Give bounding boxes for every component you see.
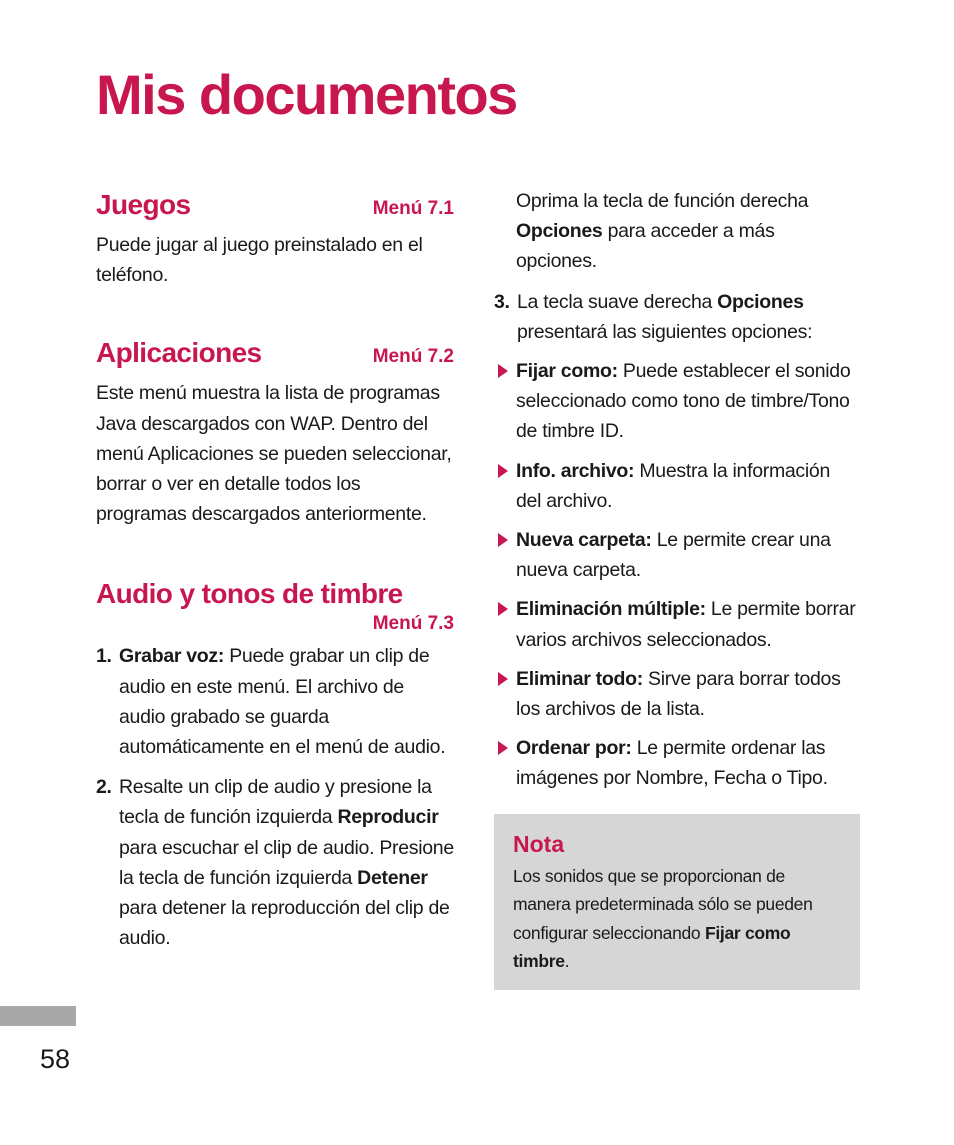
item-text: Puede grabar un clip de audio en este menú. El archivo de audio grabado se guarda automáticamente en el menú de audio. <box>119 645 446 759</box>
option-item: Ordenar por: Le permite ordenar las imágenes por Nombre, Fecha o Tipo. <box>494 733 860 793</box>
page-tab <box>0 1006 76 1026</box>
right-column <box>494 186 860 990</box>
page-title: Mis documentos <box>96 63 517 126</box>
list-item-2: 2. Resalte un clip de audio y presione la tecla de función izquierda Reproducir para escuchar el clip de audio. Presione la tecla de función izquierda Detener para detener la reproducción del clip de audio. <box>96 772 454 953</box>
triangle-right-icon <box>494 594 516 654</box>
list-item-1 <box>96 641 454 762</box>
item-2-continued: Oprima la tecla de función derecha Opciones para acceder a más opciones. <box>516 190 809 273</box>
key-opciones: Opciones <box>717 290 804 313</box>
triangle-right-icon <box>494 664 516 724</box>
option-item: Eliminar todo: Sirve para borrar todos los archivos de la lista. <box>494 664 860 724</box>
section-aplicaciones <box>96 334 454 529</box>
page-number: 58 <box>40 1044 71 1074</box>
note-text: Los sonidos que se proporcionan de manera predeterminada sólo se pueden configurar seleccionando Fijar como timbre. <box>513 865 813 972</box>
menu-number-audio: Menú 7.3 <box>372 613 454 635</box>
item-number: 2. <box>96 776 112 799</box>
option-item: Info. archivo: Muestra la información del archivo. <box>494 456 860 516</box>
section-title-juegos: Juegos <box>96 189 191 220</box>
option-item: Eliminación múltiple: Le permite borrar varios archivos seleccionados. <box>494 594 860 654</box>
triangle-right-icon <box>494 733 516 793</box>
key-detener: Detener <box>357 866 428 889</box>
triangle-right-icon <box>494 525 516 585</box>
note-bold: Fijar como timbre <box>513 922 791 972</box>
section-title-audio: Audio y tonos de timbre <box>96 578 403 610</box>
note-title: Nota <box>513 830 565 857</box>
menu-number-juegos: Menú 7.1 <box>372 198 454 219</box>
triangle-right-icon <box>494 356 516 447</box>
list-item-3: 3. La tecla suave derecha Opciones presentará las siguientes opciones: <box>494 287 860 347</box>
left-column <box>96 186 454 953</box>
option-item: Nueva carpeta: Le permite crear una nueva carpeta. <box>494 525 860 585</box>
note-box <box>494 814 860 990</box>
juegos-text: Puede jugar al juego preinstalado en el teléfono. <box>96 234 423 287</box>
key-reproducir: Reproducir <box>337 806 439 829</box>
section-audio <box>96 575 454 953</box>
item-number: 3. <box>494 290 510 313</box>
item-label: Grabar voz: <box>119 645 225 668</box>
triangle-right-icon <box>494 456 516 516</box>
option-item: Fijar como: Puede establecer el sonido seleccionado como tono de timbre/Tono de timbre ID. <box>494 356 860 447</box>
section-title-aplicaciones: Aplicaciones <box>96 337 262 369</box>
section-juegos <box>96 186 454 290</box>
item-number: 1. <box>96 645 112 668</box>
menu-number-aplicaciones: Menú 7.2 <box>372 346 454 368</box>
aplicaciones-text: Este menú muestra la lista de programas Java descargados con WAP. Dentro del menú Aplicaciones se pueden seleccionar, borrar o ver en detalle todos los programas descargados anteriormente. <box>96 382 452 526</box>
key-opciones: Opciones <box>516 220 603 243</box>
